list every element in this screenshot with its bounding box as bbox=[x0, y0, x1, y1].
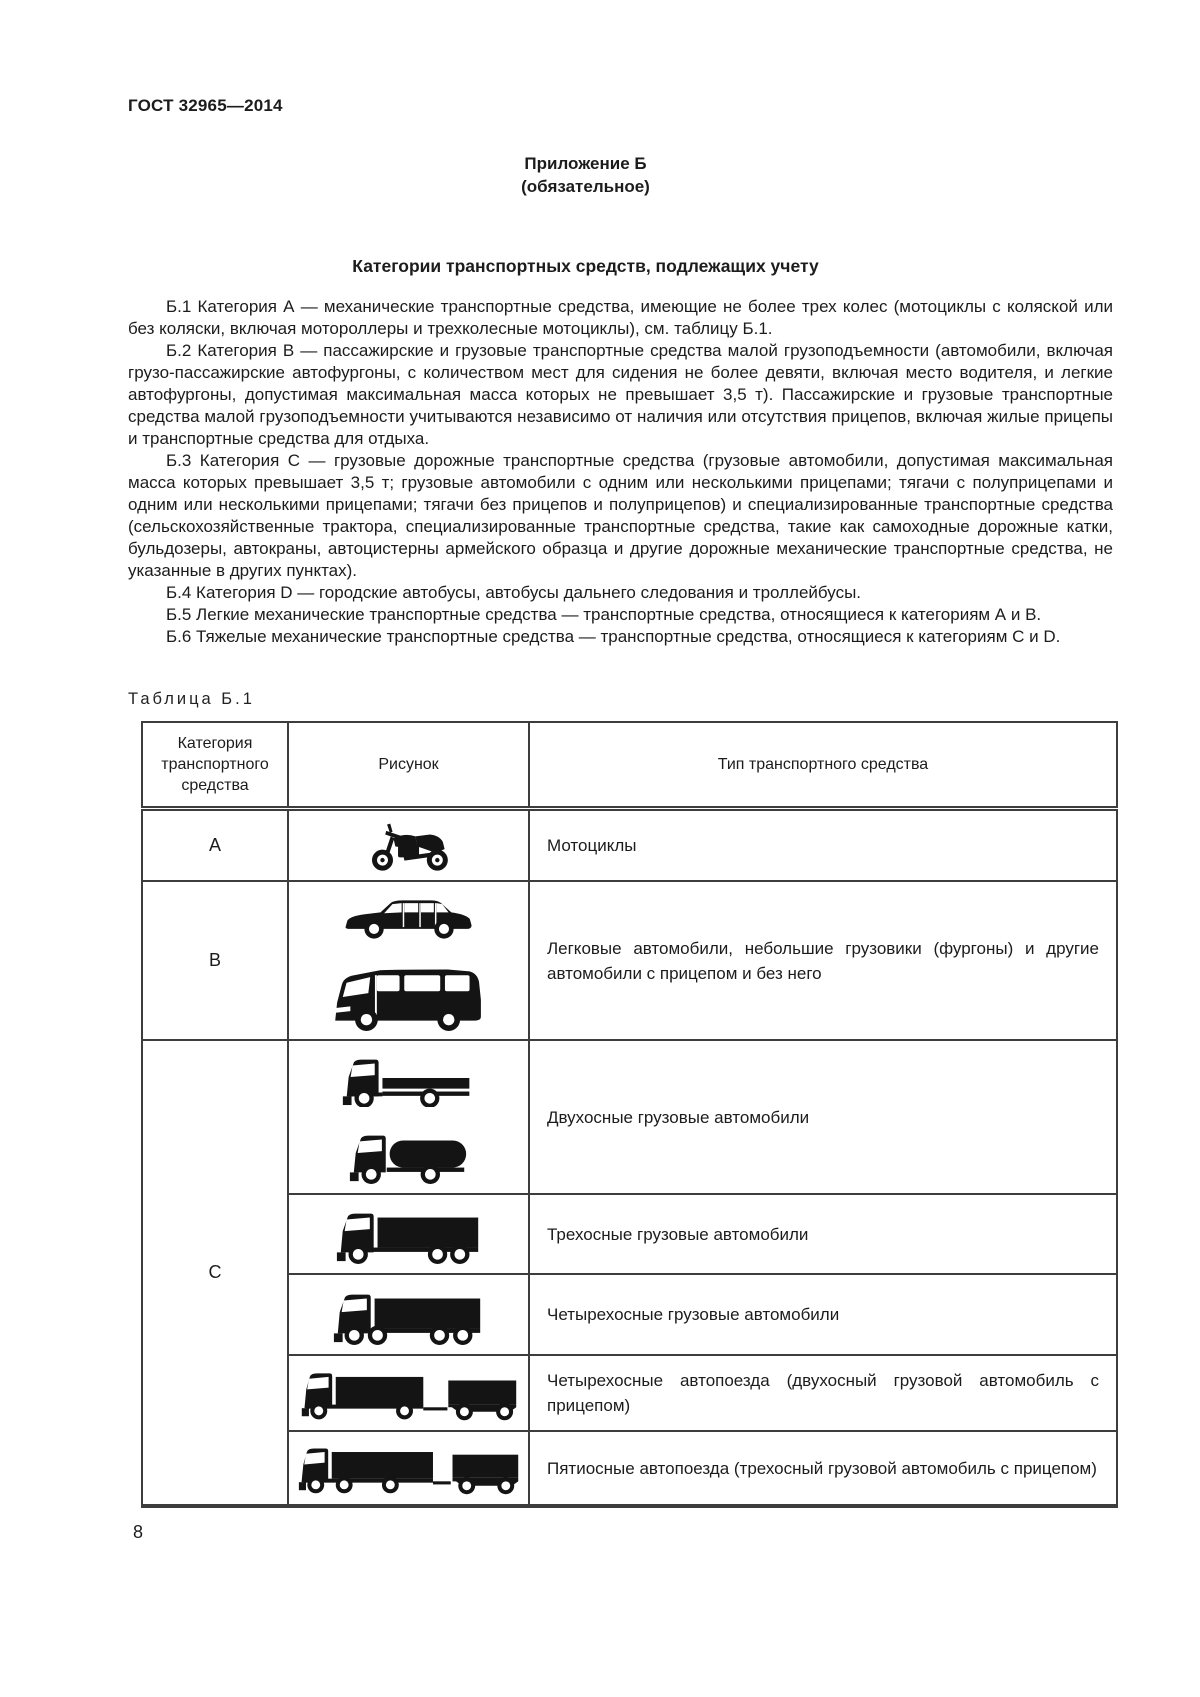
type-cell: Двухосные грузовые автомобили bbox=[529, 1040, 1117, 1194]
table-row-category-c-five-axle-train bbox=[142, 1431, 1117, 1506]
sedan-car-icon bbox=[293, 890, 524, 943]
picture-cell bbox=[288, 1274, 529, 1355]
table-label: Таблица Б.1 bbox=[128, 690, 255, 708]
flatbed-truck-icon bbox=[293, 1049, 524, 1107]
column-header-picture: Рисунок bbox=[288, 722, 529, 809]
column-header-category: Категория транспортного средства bbox=[142, 722, 288, 809]
table-row-category-c-four-axle-train bbox=[142, 1355, 1117, 1431]
three-axle-truck-icon bbox=[293, 1203, 524, 1265]
table-header-row bbox=[142, 722, 1117, 809]
appendix-type: (обязательное) bbox=[521, 177, 650, 196]
vehicle-categories-table bbox=[141, 721, 1118, 1508]
column-header-type: Тип транспортного средства bbox=[529, 722, 1117, 809]
paragraph-b2: Б.2 Категория В — пассажирские и грузовые транспортные средства малой грузоподъемности (автомобили, включая грузо-пассажирские автофургоны, с количеством мест для сидения не более девяти, включая место водителя, и легкие автофургоны, допустимая максимальная масса которых не превышает 3,5 т). Пассажирские и грузовые транспортные средства малой грузоподъемности учитываются независимо от наличия или отсутствия прицепов, включая жилые прицепы и транспортные средства для отдыха. bbox=[128, 341, 1113, 448]
type-cell: Пятиосные автопоезда (трехосный грузовой автомобиль с прицепом) bbox=[529, 1431, 1117, 1506]
type-cell: Легковые автомобили, небольшие грузовики (фургоны) и другие автомобили с прицепом и без него bbox=[529, 881, 1117, 1040]
paragraph-b5: Б.5 Легкие механические транспортные средства — транспортные средства, относящиеся к категориям А и В. bbox=[166, 605, 1042, 624]
table-row-category-c-two-axle bbox=[142, 1040, 1117, 1194]
tanker-truck-icon bbox=[293, 1123, 524, 1185]
four-axle-road-train-icon bbox=[293, 1364, 524, 1422]
page-title: Категории транспортных средств, подлежащих учету bbox=[352, 256, 819, 276]
picture-cell bbox=[288, 1431, 529, 1506]
type-cell: Мотоциклы bbox=[529, 809, 1117, 882]
four-axle-truck-icon bbox=[293, 1283, 524, 1346]
category-cell-a: А bbox=[142, 809, 288, 882]
category-cell-c: С bbox=[142, 1040, 288, 1506]
picture-cell bbox=[288, 881, 529, 1040]
picture-cell bbox=[288, 1040, 529, 1194]
type-cell: Трехосные грузовые автомобили bbox=[529, 1194, 1117, 1274]
minibus-van-icon bbox=[293, 961, 524, 1031]
page-content bbox=[128, 0, 1113, 1508]
table-row-category-c-four-axle bbox=[142, 1274, 1117, 1355]
table-row-category-c-three-axle bbox=[142, 1194, 1117, 1274]
paragraph-b3: Б.3 Категория С — грузовые дорожные транспортные средства (грузовые автомобили, допустимая максимальная масса которых превышает 3,5 т; грузовые автомобили с одним или несколькими прицепами; тягачи с полуприцепами и одним или несколькими прицепами; тягачи без прицепов и полуприцепов) и специализированные транспортные средства (сельскохозяйственные трактора, специализированные транспортные средства, такие как самоходные дорожные катки, бульдозеры, автокраны, автоцистерны армейского образца и другие дорожные механические транспортные средства, не указанные в других пунктах). bbox=[128, 451, 1113, 580]
picture-cell bbox=[288, 1355, 529, 1431]
appendix-block bbox=[128, 152, 1113, 198]
type-cell: Четырехосные грузовые автомобили bbox=[529, 1274, 1117, 1355]
table-row-category-a bbox=[142, 809, 1117, 882]
category-cell-b: В bbox=[142, 881, 288, 1040]
table-row-category-b bbox=[142, 881, 1117, 1040]
appendix-label: Приложение Б bbox=[524, 154, 647, 173]
paragraph-b6: Б.6 Тяжелые механические транспортные средства — транспортные средства, относящиеся к категориям С и D. bbox=[166, 627, 1061, 646]
five-axle-road-train-icon bbox=[293, 1440, 524, 1496]
type-cell: Четырехосные автопоезда (двухосный грузовой автомобиль с прицепом) bbox=[529, 1355, 1117, 1431]
paragraph-b4: Б.4 Категория D — городские автобусы, автобусы дальнего следования и троллейбусы. bbox=[166, 583, 862, 602]
page-number: 8 bbox=[133, 1522, 144, 1542]
motorcycle-icon bbox=[293, 819, 524, 872]
picture-cell bbox=[288, 809, 529, 882]
body-text bbox=[128, 296, 1113, 648]
paragraph-b1: Б.1 Категория А — механические транспортные средства, имеющие не более трех колес (мотоциклы с коляской или без коляски, включая мотороллеры и трехколесные мотоциклы), см. таблицу Б.1. bbox=[128, 297, 1113, 338]
picture-cell bbox=[288, 1194, 529, 1274]
document-number: ГОСТ 32965—2014 bbox=[128, 96, 283, 115]
